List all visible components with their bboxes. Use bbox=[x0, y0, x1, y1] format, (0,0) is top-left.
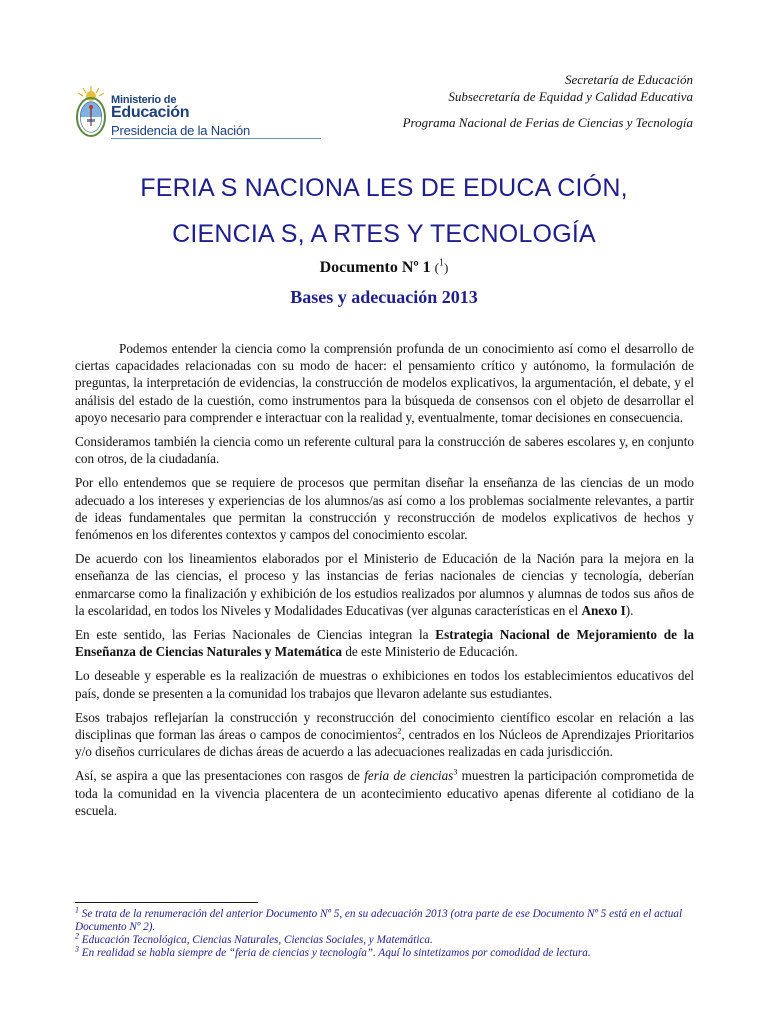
paragraph-7 bbox=[75, 709, 694, 761]
body-text bbox=[75, 340, 694, 826]
document-number bbox=[0, 259, 768, 277]
paragraph-2: Consideramos también la ciencia como un referente cultural para la construcción de saberes escolares y, en conjunto con otros, de la ciudadanía. bbox=[75, 434, 694, 467]
footnotes bbox=[75, 905, 694, 960]
paragraph-8-end: muestren la participación comprometida de toda la comunidad en la vivencia placentera de un acontecimiento educativo apenas diferente al cotidiano de la escuela. bbox=[75, 768, 695, 818]
paragraph-4-text: De acuerdo con los lineamientos elaborados por el Ministerio de Educación de la Nación para la mejora en la enseñanza de las ciencias, el proceso y las instancias de ferias nacionales de ciencias y tecnología, deberían enmarcarse como la finalización y exhibición de los estudios realizados por alumnos y alumnas de todos sus años de la escolaridad, en todos los Niveles y Modalidades Educativas (ver algunas características en el bbox=[75, 551, 694, 618]
feria-term: feria de ciencias bbox=[364, 768, 454, 784]
logo-line-3: Presidencia de la Nación bbox=[111, 123, 251, 138]
paragraph-5-text: En este sentido, las Ferias Nacionales de Ciencias integran la bbox=[75, 627, 436, 643]
main-title-line-1: FERIA S NACIONA LES DE EDUCA CIÓN, bbox=[140, 174, 628, 202]
logo-underline bbox=[111, 138, 321, 139]
paragraph-5-end: de este Ministerio de Educación. bbox=[342, 644, 518, 660]
footnote-1-text: Se trata de la renumeración del anterior Documento Nº 5, en su adecuación 2013 (otra parte de ese Documento Nº 5 está en el actual Documento Nº 2). bbox=[75, 908, 683, 933]
footnote-3-number: 3 bbox=[75, 944, 79, 954]
footnote-3-text: En realidad se habla siempre de “feria de ciencias y tecnología”. Aquí lo sintetizamos por comodidad de lectura. bbox=[79, 947, 591, 959]
paragraph-7-text: Esos trabajos reflejarían la construcción y reconstrucción del conocimiento científico escolar en relación a las disciplinas que forman las áreas o campos de conocimientos bbox=[75, 709, 694, 743]
header-line-3: Programa Nacional de Ferias de Ciencias y Tecnología bbox=[402, 115, 693, 130]
document-header bbox=[403, 71, 693, 131]
paragraph-3: Por ello entendemos que se requiere de procesos que permitan diseñar la enseñanza de las ciencias de un modo adecuado a los intereses y experiencias de los alumnos/as así como a los problemas socialmente relevantes, a partir de ideas fundamentales que permitan la construcción y reconstrucción de modelos explicativos de hechos y fenómenos en los diferentes contextos y campos del conocimiento escolar. bbox=[75, 475, 694, 543]
footnote-1-number: 1 bbox=[75, 905, 79, 915]
document-ref-open: ( bbox=[434, 260, 440, 275]
logo-line-1: Ministerio de bbox=[111, 94, 177, 106]
footnote-ref-2: 2 bbox=[397, 726, 402, 736]
paragraph-6: Lo deseable y esperable es la realización de muestras o exhibiciones en todos los establecimientos educativos del país, donde se presenten a la comunidad los trabajos que llevaron adelante sus estudiantes. bbox=[75, 668, 694, 701]
footnote-1 bbox=[75, 905, 694, 934]
strategy-name: Estrategia Nacional de Mejoramiento de la Enseñanza de Ciencias Naturales y Matemática bbox=[75, 627, 694, 660]
coat-of-arms-icon bbox=[74, 84, 108, 140]
logo-line-2: Educación bbox=[111, 104, 190, 121]
footnote-3 bbox=[75, 944, 694, 960]
header-line-1: Secretaría de Educación bbox=[564, 72, 693, 87]
paragraph-1: Podemos entender la ciencia como la comprensión profunda de un conocimiento así como el desarrollo de ciertas capacidades relacionadas con su modo de hacer: el pensamiento crítico y autónomo, la formulación de preguntas, la interpretación de evidencias, la construcción de modelos explicativos, la argumentación, el debate, y el análisis del estado de la cuestión, como instrumentos para la búsqueda de consensos con el objeto de desarrollar el apoyo necesario para comprender e interactuar con la realidad y, eventualmente, tomar decisiones en consecuencia. bbox=[75, 341, 694, 425]
footnote-2-text: Educación Tecnológica, Ciencias Naturales, Ciencias Sociales, y Matemática. bbox=[79, 934, 433, 946]
document-ref-close: ) bbox=[444, 260, 449, 275]
document-label: Documento Nº 1 bbox=[319, 259, 431, 276]
main-title-line-2: CIENCIA S, A RTES Y TECNOLOGÍA bbox=[172, 220, 596, 248]
footnote-separator bbox=[75, 902, 258, 903]
document-subtitle: Bases y adecuación 2013 bbox=[290, 287, 478, 307]
paragraph-4-end: ). bbox=[625, 602, 634, 618]
header-line-2: Subsecretaría de Equidad y Calidad Educativa bbox=[448, 89, 693, 104]
paragraph-5 bbox=[75, 626, 694, 660]
document-footnote-ref: 1 bbox=[439, 257, 445, 269]
ministry-logo bbox=[74, 84, 254, 144]
anexo-reference: Anexo I bbox=[581, 602, 626, 618]
paragraph-4 bbox=[75, 550, 694, 619]
paragraph-8 bbox=[75, 767, 694, 819]
footnote-2 bbox=[75, 931, 694, 947]
footnote-ref-3: 3 bbox=[453, 768, 458, 778]
paragraph-8-text: Así, se aspira a que las presentaciones con rasgos de bbox=[75, 768, 365, 784]
footnote-2-number: 2 bbox=[75, 931, 79, 941]
paragraph-7-end: , centrados en los Núcleos de Aprendizajes Prioritarios y/o diseños curriculares de dichas áreas de acuerdo a las adecuaciones realizadas en cada jurisdicción. bbox=[75, 727, 694, 760]
